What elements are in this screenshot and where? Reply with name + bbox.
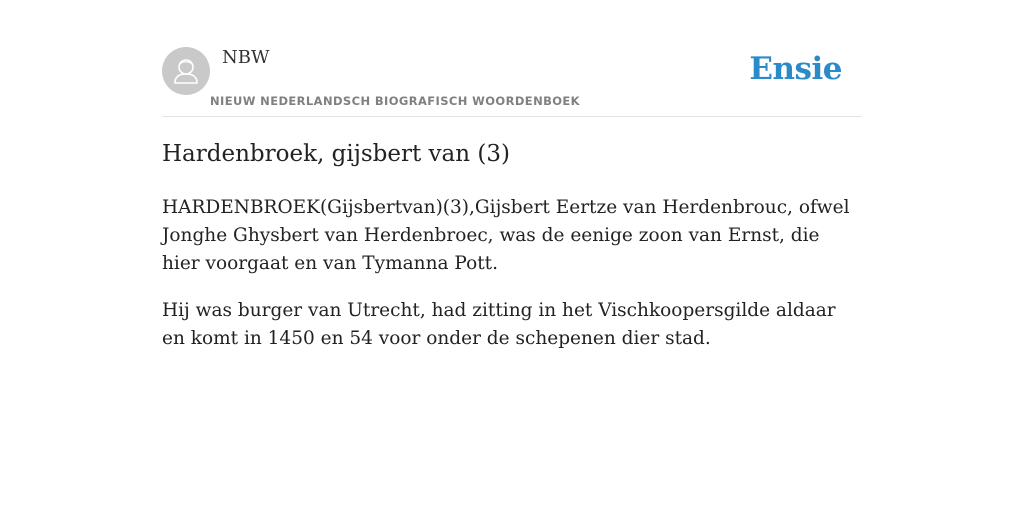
article-paragraph: HARDENBROEK(Gijsbertvan)(3),Gijsbert Eertze van Herdenbrouc, ofwel Jonghe Ghysbert van Herdenbroec, was de eenige zoon van Ernst, die hier voorgaat en van Tymanna Pott. bbox=[162, 197, 850, 274]
article-title: Hardenbroek, gijsbert van (3) bbox=[162, 141, 510, 167]
user-avatar-icon[interactable] bbox=[162, 47, 210, 95]
source-subtitle: NIEUW NEDERLANDSCH BIOGRAFISCH WOORDENBOEK bbox=[210, 94, 580, 108]
brand-logo[interactable]: Ensie bbox=[749, 51, 842, 87]
article-paragraph: Hij was burger van Utrecht, had zitting in het Vischkoopersgilde aldaar en komt in 1450 en 54 voor onder de schepenen dier stad. bbox=[162, 300, 836, 349]
source-header bbox=[162, 40, 862, 117]
source-name[interactable]: NBW bbox=[222, 47, 270, 68]
article bbox=[162, 138, 862, 372]
